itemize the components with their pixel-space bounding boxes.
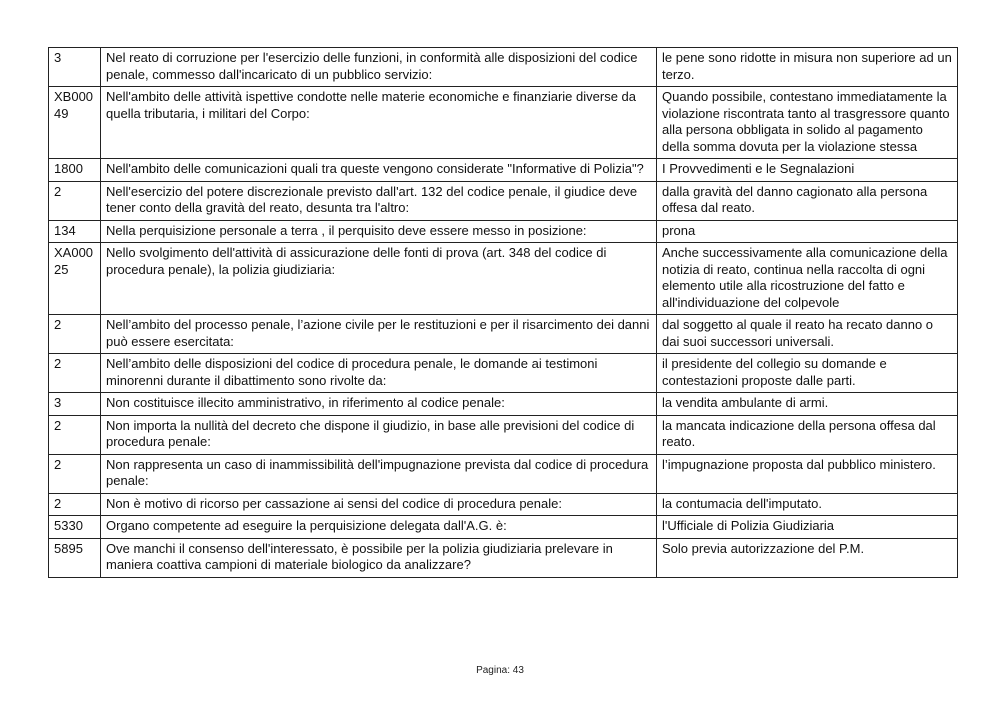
questions-table-body	[49, 48, 958, 578]
row-question: Nell'ambito delle attività ispettive condotte nelle materie economiche e finanziarie diverse da quella tributaria, i militari del Corpo:	[101, 87, 657, 159]
row-question: Non importa la nullità del decreto che dispone il giudizio, in base alle previsioni del codice di procedura penale:	[101, 415, 657, 454]
row-answer: la contumacia dell'imputato.	[657, 493, 958, 516]
row-answer: Anche successivamente alla comunicazione della notizia di reato, continua nella raccolta di ogni elemento utile alla ricostruzione del fatto e all'individuazione del colpevole	[657, 243, 958, 315]
table-row	[49, 538, 958, 577]
questions-table	[48, 47, 958, 578]
row-code: 2	[49, 415, 101, 454]
table-row	[49, 415, 958, 454]
row-code: 2	[49, 454, 101, 493]
row-answer: la mancata indicazione della persona offesa dal reato.	[657, 415, 958, 454]
table-row	[49, 454, 958, 493]
page-number: Pagina: 43	[476, 665, 524, 676]
row-answer: I Provvedimenti e le Segnalazioni	[657, 159, 958, 182]
row-question: Non è motivo di ricorso per cassazione ai sensi del codice di procedura penale:	[101, 493, 657, 516]
table-row	[49, 493, 958, 516]
row-code: 2	[49, 315, 101, 354]
row-code: XA00025	[49, 243, 101, 315]
row-question: Ove manchi il consenso dell'interessato, è possibile per la polizia giudiziaria prelevare in maniera coattiva campioni di materiale biologico da analizzare?	[101, 538, 657, 577]
table-row	[49, 354, 958, 393]
table-row	[49, 243, 958, 315]
row-code: 1800	[49, 159, 101, 182]
row-question: Nell'esercizio del potere discrezionale previsto dall'art. 132 del codice penale, il giudice deve tener conto della gravità del reato, desunta tra l'altro:	[101, 181, 657, 220]
row-code: 2	[49, 354, 101, 393]
row-question: Nell'ambito delle comunicazioni quali tra queste vengono considerate "Informative di Polizia"?	[101, 159, 657, 182]
row-question: Nell’ambito del processo penale, l’azione civile per le restituzioni e per il risarcimento dei danni può essere esercitata:	[101, 315, 657, 354]
row-answer: la vendita ambulante di armi.	[657, 393, 958, 416]
row-code: XB00049	[49, 87, 101, 159]
row-code: 3	[49, 393, 101, 416]
row-answer: Solo previa autorizzazione del P.M.	[657, 538, 958, 577]
row-code: 5895	[49, 538, 101, 577]
table-row	[49, 315, 958, 354]
row-question: Nel reato di corruzione per l'esercizio delle funzioni, in conformità alle disposizioni del codice penale, commesso dall'incaricato di un pubblico servizio:	[101, 48, 657, 87]
row-answer: l’impugnazione proposta dal pubblico ministero.	[657, 454, 958, 493]
row-answer: dalla gravità del danno cagionato alla persona offesa dal reato.	[657, 181, 958, 220]
row-answer: dal soggetto al quale il reato ha recato danno o dai suoi successori universali.	[657, 315, 958, 354]
row-answer: prona	[657, 220, 958, 243]
row-question: Non costituisce illecito amministrativo, in riferimento al codice penale:	[101, 393, 657, 416]
row-question: Organo competente ad eseguire la perquisizione delegata dall'A.G. è:	[101, 516, 657, 539]
row-answer: l'Ufficiale di Polizia Giudiziaria	[657, 516, 958, 539]
table-row	[49, 87, 958, 159]
table-row	[49, 220, 958, 243]
row-answer: Quando possibile, contestano immediatamente la violazione riscontrata tanto al trasgressore quanto alla persona obbligata in solido al pagamento della somma dovuta per la violazione stessa	[657, 87, 958, 159]
row-code: 134	[49, 220, 101, 243]
table-row	[49, 48, 958, 87]
row-question: Nell’ambito delle disposizioni del codice di procedura penale, le domande ai testimoni minorenni durante il dibattimento sono rivolte da:	[101, 354, 657, 393]
row-question: Nello svolgimento dell'attività di assicurazione delle fonti di prova (art. 348 del codice di procedura penale), la polizia giudiziaria:	[101, 243, 657, 315]
table-row	[49, 159, 958, 182]
row-code: 5330	[49, 516, 101, 539]
row-code: 3	[49, 48, 101, 87]
table-row	[49, 393, 958, 416]
table-row	[49, 181, 958, 220]
row-question: Nella perquisizione personale a terra , il perquisito deve essere messo in posizione:	[101, 220, 657, 243]
row-answer: le pene sono ridotte in misura non superiore ad un terzo.	[657, 48, 958, 87]
row-code: 2	[49, 493, 101, 516]
table-row	[49, 516, 958, 539]
row-answer: il presidente del collegio su domande e contestazioni proposte dalle parti.	[657, 354, 958, 393]
row-code: 2	[49, 181, 101, 220]
row-question: Non rappresenta un caso di inammissibilità dell'impugnazione prevista dal codice di procedura penale:	[101, 454, 657, 493]
